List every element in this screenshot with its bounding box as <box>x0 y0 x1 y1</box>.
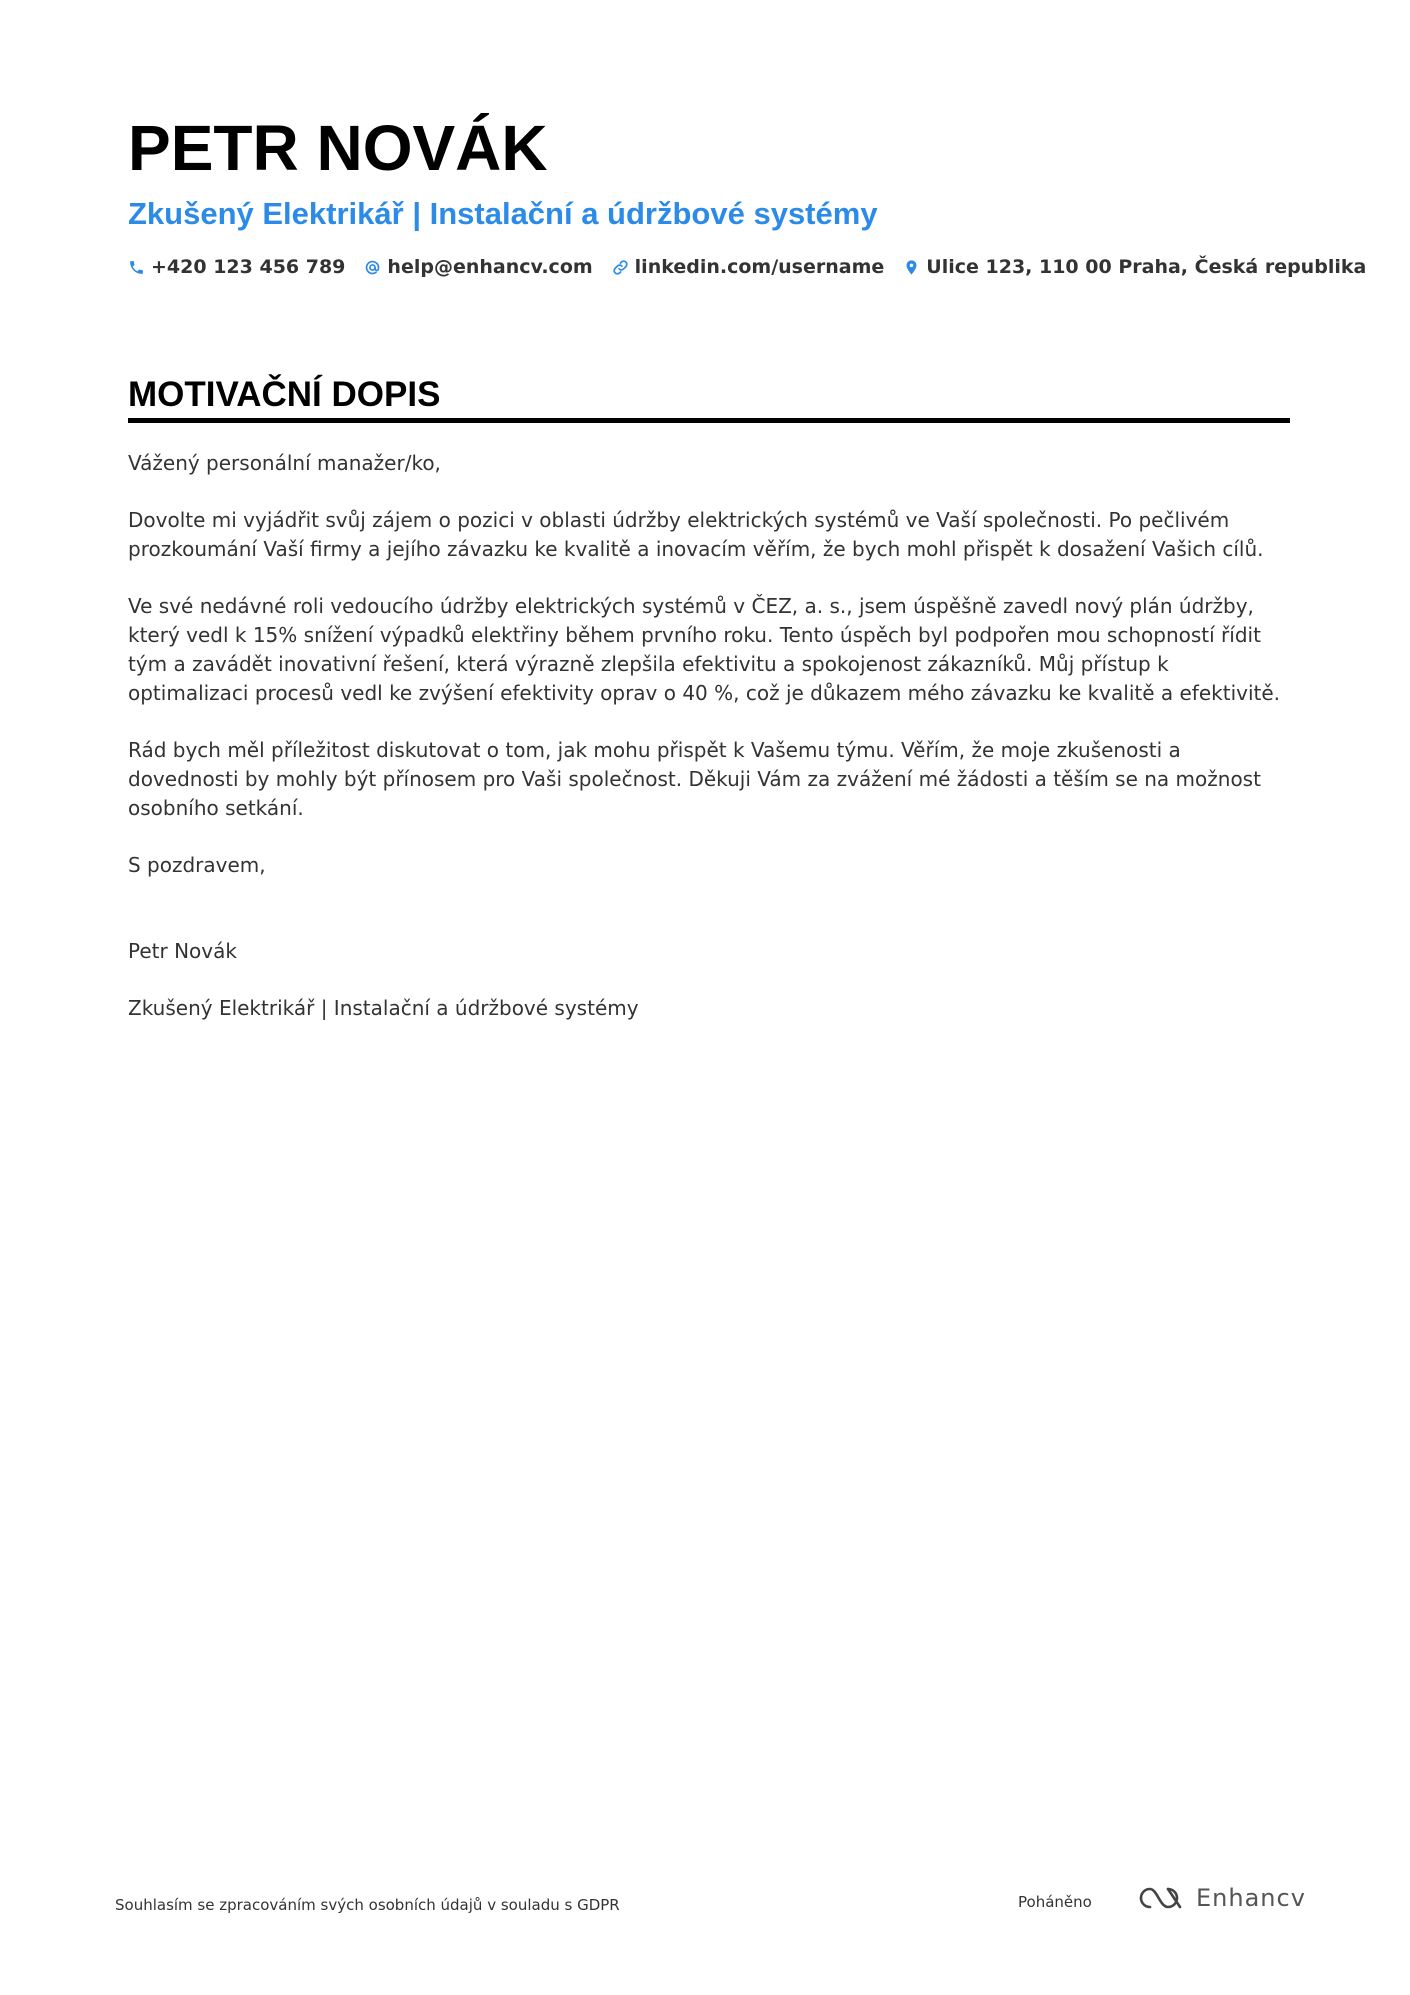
enhancv-logo-icon <box>1138 1883 1186 1913</box>
letter-paragraph-2: Ve své nedávné roli vedoucího údržby elektrických systémů v ČEZ, a. s., jsem úspěšně zavedl nový plán údržby, který vedl k 15% snížení výpadků elektřiny během prvního roku. Tento úspěch byl podpořen mou schopností řídit tým a zavádět inovativní řešení, která výrazně zlepšila efektivitu a spokojenost zákazníků. Můj přístup k optimalizaci procesů vedl ke zvýšení efektivity oprav o 40 %, což je důkazem mého závazku ke kvalitě a efektivitě. <box>128 594 1281 705</box>
at-icon <box>364 259 381 276</box>
letter-paragraph-1: Dovolte mi vyjádřit svůj zájem o pozici v oblasti údržby elektrických systémů ve Vaší společnosti. Po pečlivém prozkoumání Vaší firmy a jejího závazku ke kvalitě a inovacím věřím, že bych mohl přispět k dosažení Vašich cílů. <box>128 508 1264 561</box>
phone-icon <box>128 259 145 276</box>
brand-name: Enhancv <box>1196 1884 1306 1912</box>
contact-address <box>903 256 1366 278</box>
contact-phone[interactable] <box>128 256 345 278</box>
contact-email-text: help@enhancv.com <box>387 256 593 278</box>
brand-logo[interactable] <box>1138 1883 1306 1913</box>
powered-by-label: Poháněno <box>1018 1893 1092 1911</box>
contact-address-text: Ulice 123, 110 00 Praha, Česká republika <box>926 256 1367 278</box>
cover-letter <box>128 110 1367 1051</box>
candidate-headline: Zkušený Elektrikář | Instalační a údržbové systémy <box>128 196 878 231</box>
location-pin-icon <box>903 259 920 276</box>
section-title: MOTIVAČNÍ DOPIS <box>128 375 441 414</box>
link-icon <box>612 259 629 276</box>
letter-greeting: Vážený personální manažer/ko, <box>128 451 441 475</box>
letter-paragraph-3: Rád bych měl příležitost diskutovat o tom, jak mohu přispět k Vašemu týmu. Věřím, že moje zkušenosti a dovednosti by mohly být přínosem pro Vaši společnost. Děkuji Vám za zvážení mé žádosti a těším se na možnost osobního setkání. <box>128 738 1261 820</box>
letter-body <box>128 449 1290 1023</box>
gdpr-consent: Souhlasím se zpracováním svých osobních údajů v souladu s GDPR <box>115 1896 620 1914</box>
letter-closing: S pozdravem, <box>128 853 266 877</box>
candidate-name: PETR NOVÁK <box>128 112 548 184</box>
section-divider <box>128 418 1290 423</box>
contact-linkedin-text: linkedin.com/username <box>634 256 885 278</box>
signature-name: Petr Novák <box>128 939 237 963</box>
contact-phone-text: +420 123 456 789 <box>151 256 346 278</box>
signature-spacer <box>128 880 1290 909</box>
contact-email[interactable] <box>364 256 592 278</box>
contact-bar <box>128 256 1367 278</box>
signature-title: Zkušený Elektrikář | Instalační a údržbové systémy <box>128 996 639 1020</box>
contact-linkedin[interactable] <box>612 256 885 278</box>
